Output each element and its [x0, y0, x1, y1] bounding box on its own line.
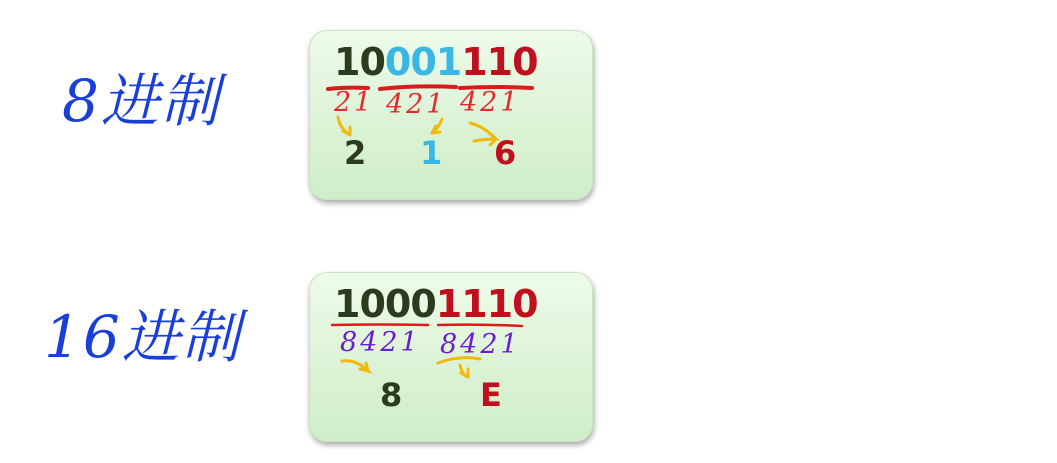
binary-group-3: 110: [461, 40, 538, 84]
arrow-2: [438, 358, 480, 377]
arrow-1: [338, 117, 350, 135]
octal-digit-2: 1: [420, 134, 443, 172]
octal-digit-1: 2: [344, 134, 367, 172]
hex-digit-2: E: [480, 376, 502, 414]
octal-digit-3: 6: [494, 134, 517, 172]
weights-group-1: 8421: [340, 327, 421, 358]
hex-binary-number: [334, 282, 538, 326]
weights-group-1: 21: [334, 87, 375, 118]
octal-binary-number: [334, 40, 538, 84]
weights-group-2: 8421: [440, 329, 521, 360]
hex-digit-1: 8: [380, 376, 403, 414]
octal-conversion-card: [309, 30, 593, 200]
binary-group-2: 1110: [435, 282, 538, 326]
hex-conversion-card: [309, 272, 593, 442]
binary-group-1: 10: [334, 40, 385, 84]
binary-group-2: 001: [384, 40, 462, 84]
hex-label: 16进制: [44, 303, 242, 371]
arrow-3: [470, 123, 496, 145]
arrow-1: [342, 361, 368, 371]
arrow-2: [432, 119, 442, 133]
weights-group-2: 421: [386, 89, 447, 120]
binary-group-1: 1000: [334, 282, 436, 326]
octal-label: 8进制: [62, 67, 221, 135]
weights-group-3: 421: [460, 87, 521, 118]
